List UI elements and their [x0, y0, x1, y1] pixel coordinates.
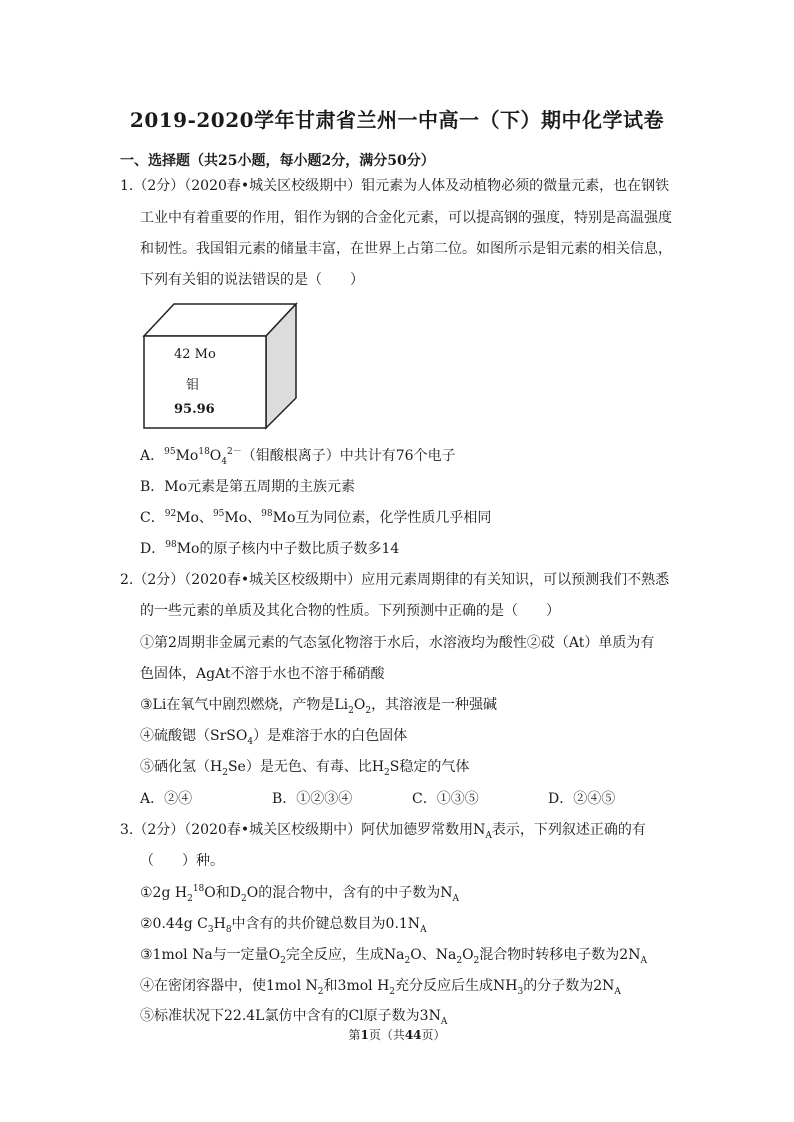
- page-title: 2019-2020学年甘肃省兰州一中高一（下）期中化学试卷: [129, 108, 665, 132]
- q3-item-4: ④在密闭容器中，使1mol $N_2$和3mol $H_2$充分反应后生成$NH_3$的分子数为$2N_A$: [140, 978, 621, 997]
- q3-line-2: （ ）种。: [140, 853, 224, 869]
- q1-line-1: 1.（2分）（2020春•城关区校级期中）钼元素为人体及动植物必须的微量元素，也在钢铁: [120, 178, 670, 194]
- q1-line-3: 和韧性。我国钼元素的储量丰富，在世界上占第二位。如图所示是钼元素的相关信息，: [140, 241, 672, 257]
- q2-line-4: 色固体，AgAt不溶于水也不溶于稀硝酸: [140, 666, 385, 682]
- q2-line-2: 的一些元素的单质及其化合物的性质。下列预测中正确的是（ ）: [140, 603, 560, 619]
- page-footer: 第1页（共44页）: [348, 1028, 446, 1042]
- q3-item-5: ⑤标准状况下22.4L氯仿中含有的Cl原子数为$3N_A$: [140, 1008, 448, 1027]
- q2-option-b: B．①②③④: [272, 791, 353, 807]
- q2-line-1: 2.（2分）（2020春•城关区校级期中）应用元素周期律的有关知识，可以预测我们不熟悉: [120, 572, 670, 588]
- q2-option-c: C．①③⑤: [412, 791, 479, 807]
- q2-line-5: ③Li在氧气中剧烈燃烧，产物是$Li_2O_2$，其溶液是一种强碱: [140, 697, 498, 716]
- q1-option-b: B．Mo元素是第五周期的主族元素: [140, 479, 356, 495]
- q3-item-1: ①2g $H_2^{18}O$和$D_2O$的混合物中，含有的中子数为$N_A$: [140, 884, 459, 904]
- q3-item-2: ②0.44g $C_3H_8$中含有的共价键总数目为$0.1N_A$: [140, 916, 427, 935]
- cube-drawing: [140, 300, 300, 430]
- q2-line-6: ④硫酸锶（SrSO$_4$）是难溶于水的白色固体: [140, 728, 408, 747]
- cube-element-name: 钼: [186, 378, 200, 393]
- cube-atomic-label: 42 Mo: [174, 347, 216, 362]
- q1-line-4: 下列有关钼的说法错误的是（ ）: [140, 272, 364, 288]
- q2-option-a: A．②④: [140, 791, 193, 807]
- cube-atomic-mass: 95.96: [174, 402, 215, 417]
- q3-item-3: ③1mol Na与一定量$O_2$完全反应，生成$Na_2O$、$Na_2O_2$混合物时转移电子数为$2N_A$: [140, 947, 647, 966]
- element-cube-figure: [140, 300, 300, 430]
- q2-line-3: ①第2周期非金属元素的气态氢化物溶于水后，水溶液均为酸性②砹（At）单质为有: [140, 635, 655, 651]
- q3-line-1: 3.（2分）（2020春•城关区校级期中）阿伏加德罗常数用$N_A$表示，下列叙述正确的有: [120, 822, 646, 841]
- section-heading: 一、选择题（共25小题，每小题2分，满分50分）: [120, 153, 435, 169]
- q1-option-d: D．$^{98}$Mo的原子核内中子数比质子数多14: [140, 540, 400, 557]
- q1-line-2: 工业中有着重要的作用，钼作为钢的合金化元素，可以提高钢的强度，特别是高温强度: [140, 210, 672, 226]
- q2-line-7: ⑤硒化氢$(H_2Se)$是无色、有毒、比$H_2S$稳定的气体: [140, 759, 470, 778]
- q1-option-c: C．$^{92}$Mo、$^{95}$Mo、$^{98}$Mo互为同位素，化学性质几乎相同: [140, 509, 492, 526]
- q1-option-a: A．$^{95}Mo^{18}O_4^{2-}$（钼酸根离子）中共计有76个电子: [140, 447, 456, 467]
- q2-option-d: D．②④⑤: [548, 791, 616, 807]
